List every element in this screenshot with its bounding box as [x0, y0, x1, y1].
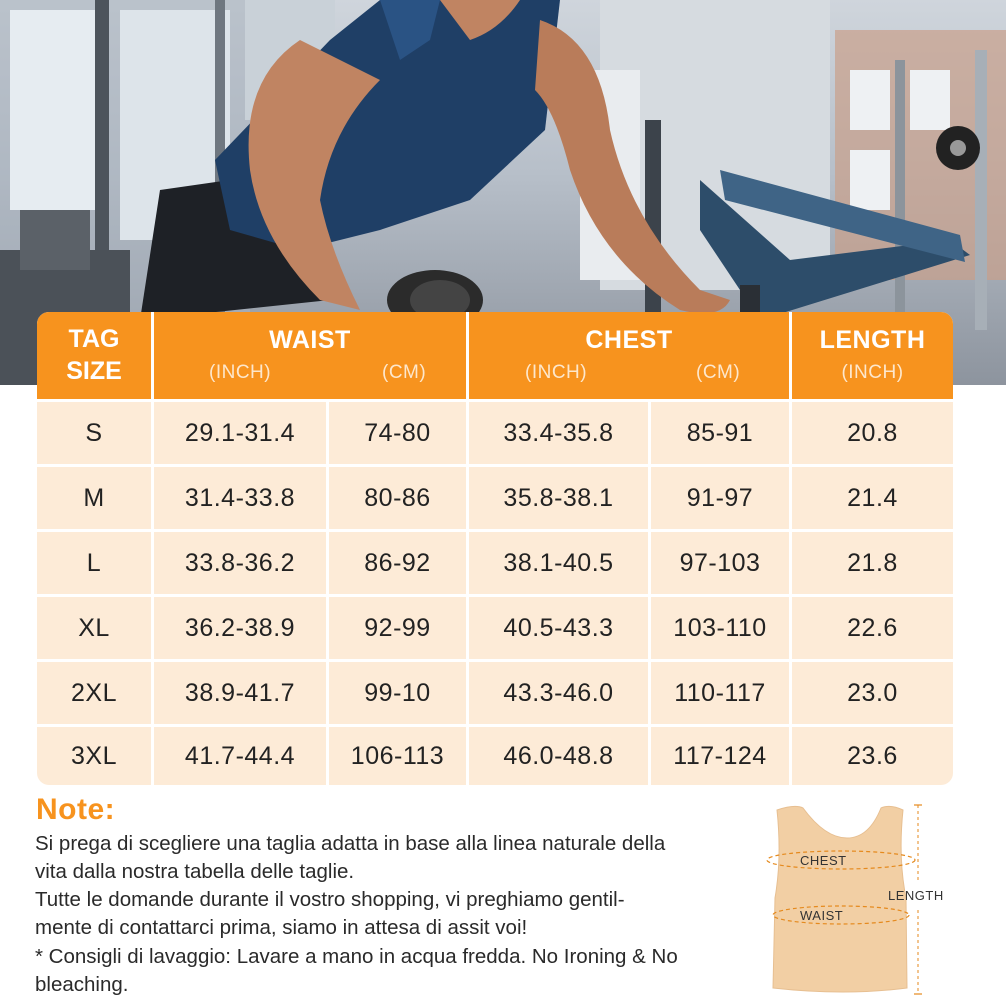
cell-chest-inch: 40.5-43.3 — [469, 597, 648, 659]
header-chest-unit-inch: (INCH) — [525, 362, 588, 383]
cell-length-inch: 21.4 — [792, 467, 953, 529]
cell-chest-inch: 43.3-46.0 — [469, 662, 648, 724]
header-tag-size — [37, 312, 151, 399]
note-line: mente di contattarci prima, siamo in attesa di assit voi! — [35, 916, 528, 939]
cell-chest-cm: 117-124 — [651, 727, 789, 785]
cell-chest-cm: 103-110 — [651, 597, 789, 659]
header-waist-unit-inch: (INCH) — [209, 362, 272, 383]
header-waist-unit-cm: (CM) — [382, 362, 427, 383]
cell-size: M — [37, 467, 151, 529]
cell-waist-inch: 33.8-36.2 — [154, 532, 326, 594]
cell-chest-cm: 85-91 — [651, 402, 789, 464]
cell-waist-inch: 41.7-44.4 — [154, 727, 326, 785]
cell-chest-inch: 35.8-38.1 — [469, 467, 648, 529]
cell-waist-inch: 31.4-33.8 — [154, 467, 326, 529]
chest-measure-label: CHEST — [800, 853, 847, 868]
cell-size: XL — [37, 597, 151, 659]
size-chart-table — [37, 312, 953, 785]
cell-waist-cm: 74-80 — [329, 402, 466, 464]
cell-chest-cm: 91-97 — [651, 467, 789, 529]
note-line: * Consigli di lavaggio: Lavare a mano in acqua fredda. No Ironing & No — [35, 945, 678, 968]
note-line: bleaching. — [35, 973, 129, 996]
length-measure-label: LENGTH — [888, 888, 944, 903]
header-length — [792, 312, 953, 399]
header-size-label: SIZE — [66, 357, 122, 385]
cell-chest-inch: 33.4-35.8 — [469, 402, 648, 464]
tank-top-icon — [755, 798, 1005, 1000]
cell-chest-cm: 110-117 — [651, 662, 789, 724]
header-waist-label: WAIST — [269, 326, 351, 354]
cell-length-inch: 23.6 — [792, 727, 953, 785]
header-chest-label: CHEST — [585, 326, 673, 354]
cell-waist-cm: 99-10 — [329, 662, 466, 724]
cell-length-inch: 23.0 — [792, 662, 953, 724]
header-waist — [154, 312, 466, 399]
cell-chest-cm: 97-103 — [651, 532, 789, 594]
cell-waist-inch: 29.1-31.4 — [154, 402, 326, 464]
cell-size: 3XL — [37, 727, 151, 785]
waist-measure-label: WAIST — [800, 908, 844, 923]
header-length-unit-inch: (INCH) — [841, 362, 904, 383]
cell-chest-inch: 46.0-48.8 — [469, 727, 648, 785]
note-line: vita dalla nostra tabella delle taglie. — [35, 860, 355, 883]
cell-waist-cm: 80-86 — [329, 467, 466, 529]
cell-size: S — [37, 402, 151, 464]
cell-length-inch: 21.8 — [792, 532, 953, 594]
note-line: Si prega di scegliere una taglia adatta in base alla linea naturale della — [35, 832, 666, 855]
header-length-label: LENGTH — [819, 326, 926, 354]
cell-chest-inch: 38.1-40.5 — [469, 532, 648, 594]
cell-waist-cm: 86-92 — [329, 532, 466, 594]
cell-size: L — [37, 532, 151, 594]
note-title: Note: — [36, 793, 116, 826]
header-chest — [469, 312, 789, 399]
tank-top-measurement-diagram — [755, 798, 1005, 1000]
header-chest-unit-cm: (CM) — [696, 362, 741, 383]
cell-waist-inch: 36.2-38.9 — [154, 597, 326, 659]
note-line: Tutte le domande durante il vostro shopping, vi preghiamo gentil- — [35, 888, 625, 911]
cell-waist-inch: 38.9-41.7 — [154, 662, 326, 724]
header-tag-label: TAG — [68, 325, 120, 353]
cell-waist-cm: 92-99 — [329, 597, 466, 659]
cell-length-inch: 20.8 — [792, 402, 953, 464]
cell-size: 2XL — [37, 662, 151, 724]
cell-length-inch: 22.6 — [792, 597, 953, 659]
cell-waist-cm: 106-113 — [329, 727, 466, 785]
